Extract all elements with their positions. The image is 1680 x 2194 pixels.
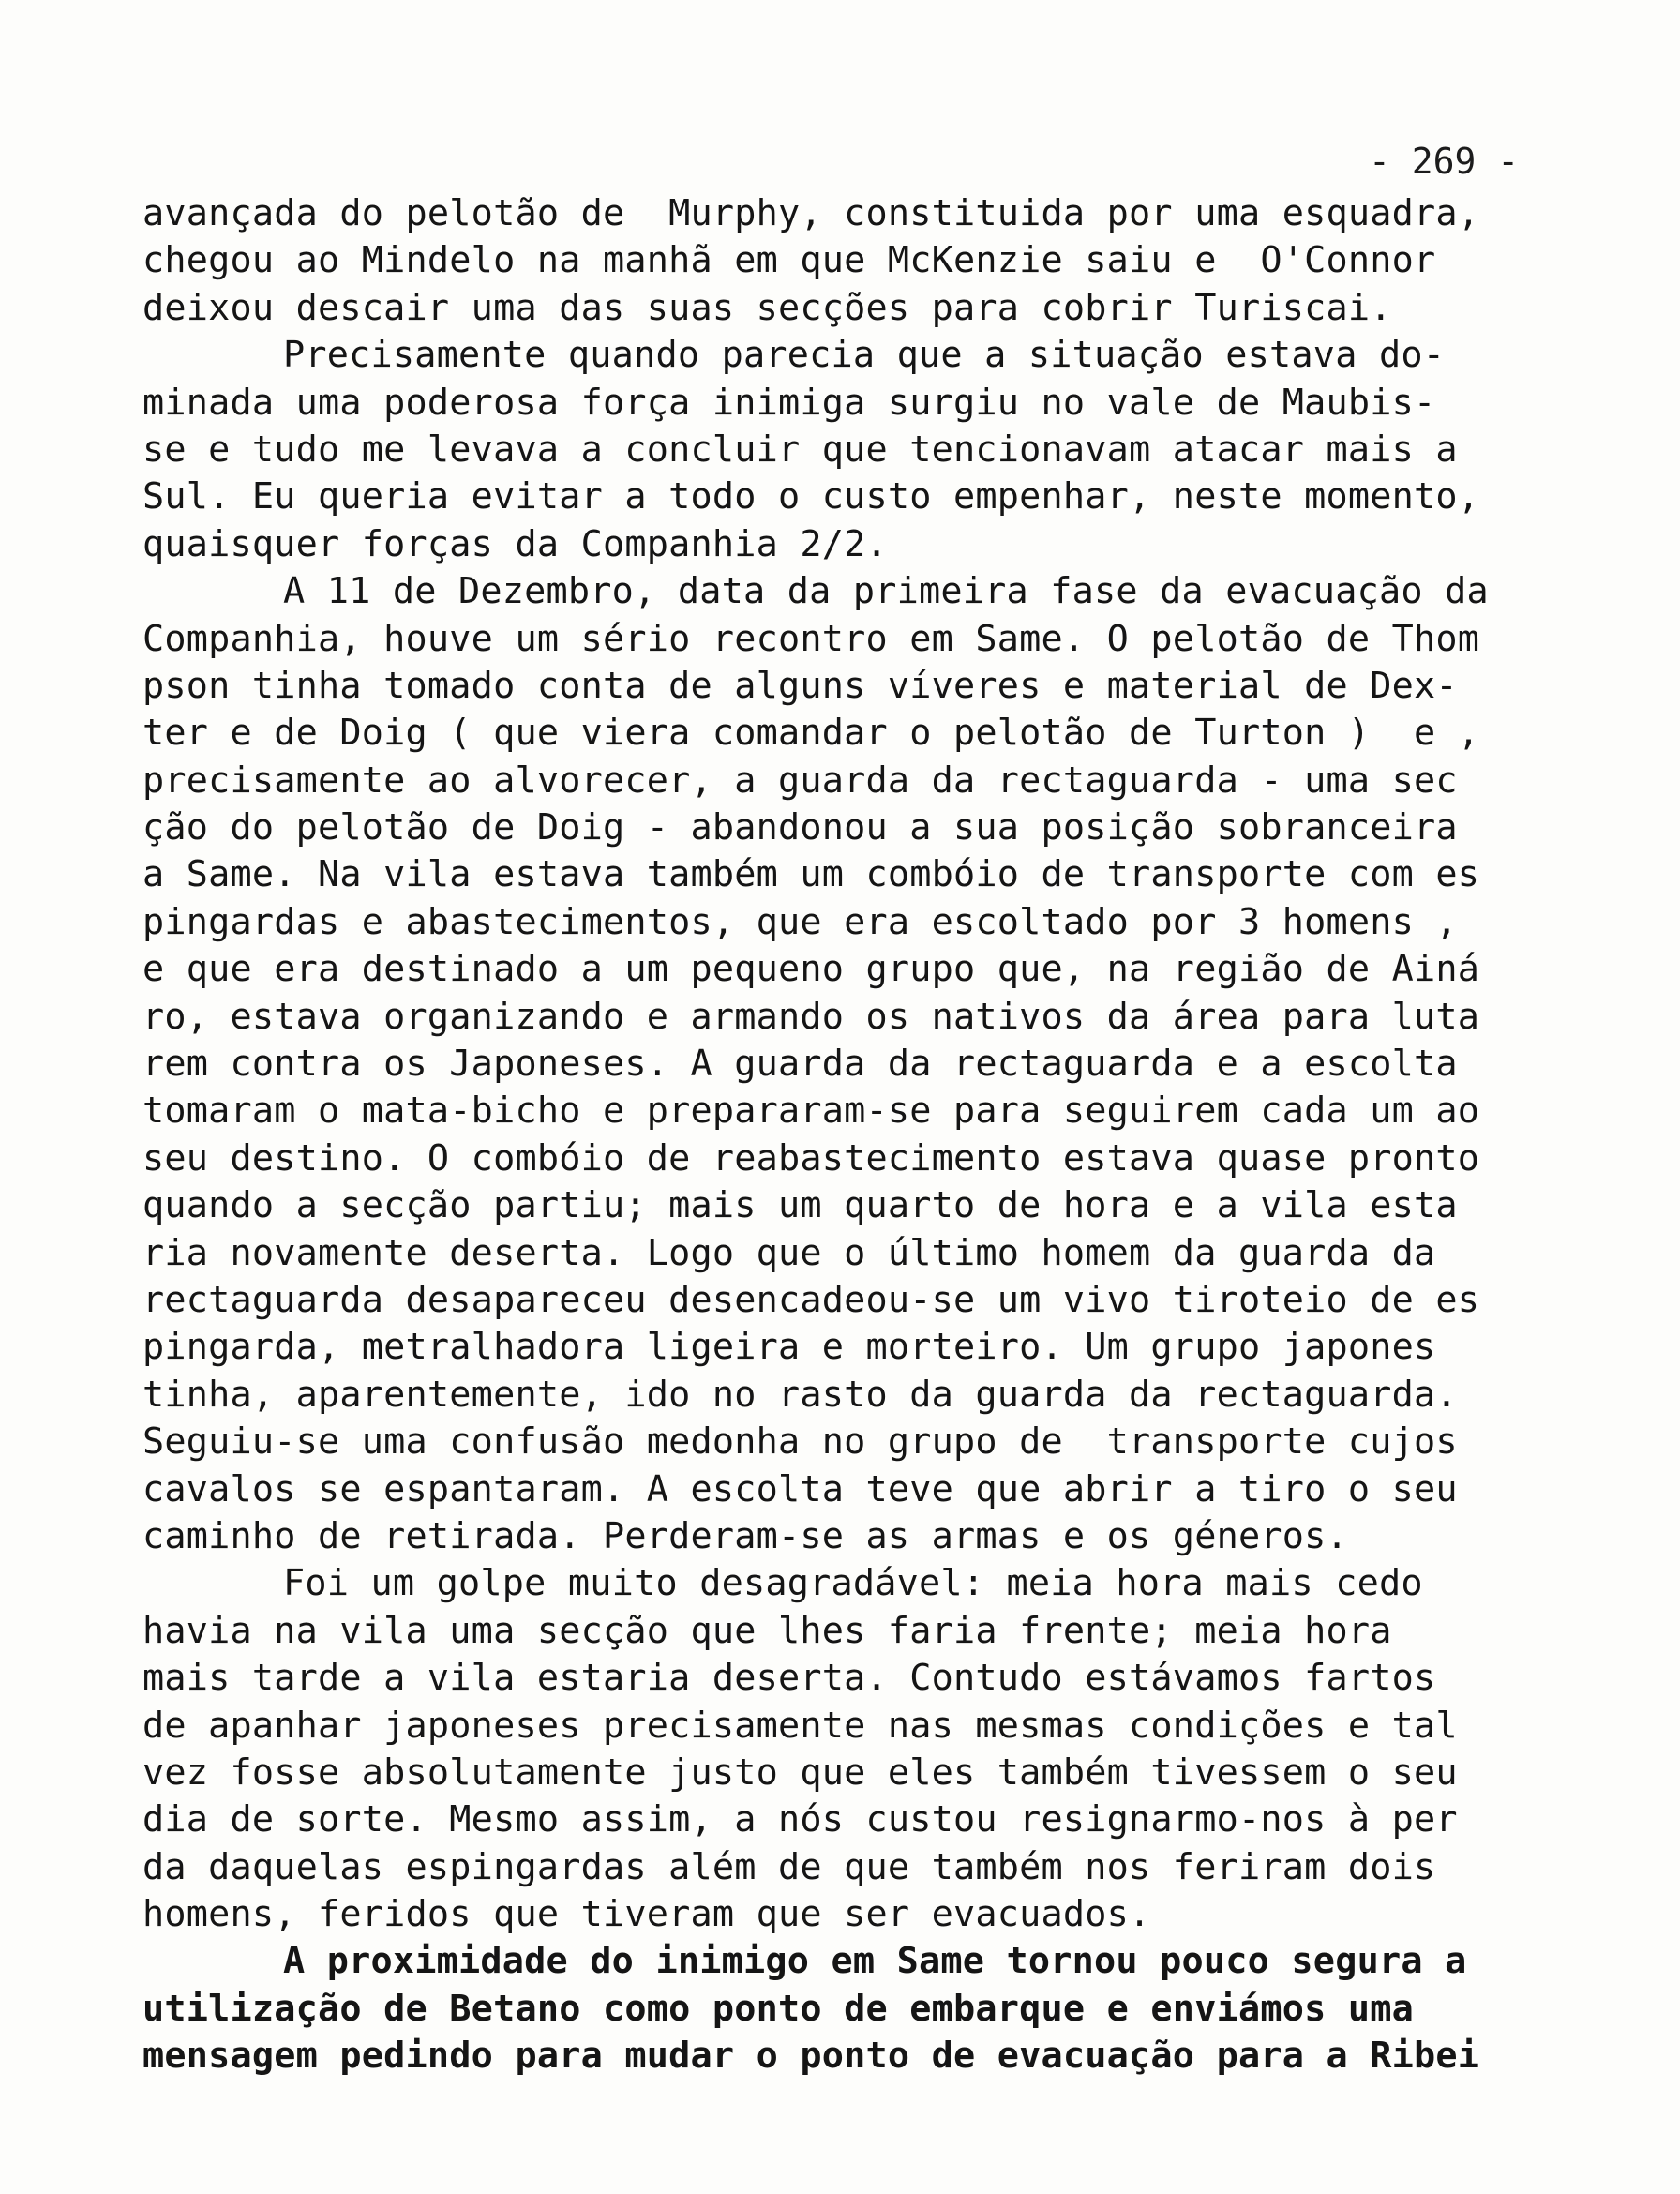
text-line: deixou descair uma das suas secções para cobrir Turiscai. [142, 286, 1392, 329]
text-line: a Same. Na vila estava também um combóio de transporte com es [142, 853, 1480, 896]
text-line: quando a secção partiu; mais um quarto de hora e a vila esta [142, 1184, 1458, 1227]
text-line: avançada do pelotão de Murphy, constituida por uma esquadra, [142, 192, 1480, 234]
text-line: se e tudo me levava a concluir que tencionavam atacar mais a [142, 428, 1458, 471]
text-line: chegou ao Mindelo na manhã em que McKenzie saiu e O'Connor [142, 239, 1436, 282]
text-line: A proximidade do inimigo em Same tornou pouco segura a [283, 1940, 1467, 1983]
text-line: Seguiu-se uma confusão medonha no grupo de transporte cujos [142, 1420, 1458, 1464]
text-line: vez fosse absolutamente justo que eles também tivessem o seu [142, 1751, 1458, 1794]
text-line: precisamente ao alvorecer, a guarda da rectaguarda - uma sec [142, 759, 1458, 802]
text-line: pingardas e abastecimentos, que era escoltado por 3 homens , [142, 900, 1458, 943]
text-line: pingarda, metralhadora ligeira e morteiro. Um grupo japones [142, 1326, 1436, 1369]
text-line: dia de sorte. Mesmo assim, a nós custou resignarmo-nos à per [142, 1798, 1458, 1841]
text-line: ter e de Doig ( que viera comandar o pelotão de Turton ) e , [142, 712, 1480, 755]
text-line: Precisamente quando parecia que a situação estava do- [283, 334, 1446, 377]
text-line: minada uma poderosa força inimiga surgiu no vale de Maubis- [142, 381, 1436, 424]
text-line: rem contra os Japoneses. A guarda da rectaguarda e a escolta [142, 1043, 1458, 1086]
text-line: utilização de Betano como ponto de embarque e enviámos uma [142, 1987, 1414, 2030]
text-line: e que era destinado a um pequeno grupo que, na região de Ainá [142, 948, 1480, 991]
body-text [142, 190, 1568, 2081]
text-line: Companhia, houve um sério recontro em Same. O pelotão de Thom [142, 617, 1480, 660]
text-line: havia na vila uma secção que lhes faria frente; meia hora [142, 1609, 1392, 1652]
text-line: homens, feridos que tiveram que ser evacuados. [142, 1893, 1151, 1936]
text-line: cavalos se espantaram. A escolta teve que abrir a tiro o seu [142, 1467, 1458, 1510]
text-line: rectaguarda desapareceu desencadeou-se um vivo tiroteio de es [142, 1278, 1480, 1321]
text-line: mensagem pedindo para mudar o ponto de evacuação para a Ribei [142, 2035, 1480, 2078]
text-line: ção do pelotão de Doig - abandonou a sua posição sobranceira [142, 806, 1458, 849]
text-line: mais tarde a vila estaria deserta. Contudo estávamos fartos [142, 1657, 1436, 1700]
text-line: Foi um golpe muito desagradável: meia hora mais cedo [283, 1562, 1423, 1605]
text-line: seu destino. O combóio de reabastecimento estava quase pronto [142, 1136, 1480, 1180]
text-line: caminho de retirada. Perderam-se as armas e os géneros. [142, 1514, 1348, 1557]
text-line: da daquelas espingardas além de que também nos feriram dois [142, 1845, 1436, 1888]
text-line: pson tinha tomado conta de alguns víveres e material de Dex- [142, 664, 1458, 707]
text-line: Sul. Eu queria evitar a todo o custo empenhar, neste momento, [142, 475, 1480, 518]
text-line: ria novamente deserta. Logo que o último homem da guarda da [142, 1231, 1436, 1274]
text-line: de apanhar japoneses precisamente nas mesmas condições e tal [142, 1704, 1458, 1747]
text-line: ro, estava organizando e armando os nativos da área para luta [142, 995, 1480, 1038]
text-line: tomaram o mata-bicho e prepararam-se para seguirem cada um ao [142, 1089, 1480, 1133]
page-number: - 269 - [1369, 141, 1520, 182]
text-line: tinha, aparentemente, ido no rasto da guarda da rectaguarda. [142, 1373, 1458, 1416]
text-line: A 11 de Dezembro, data da primeira fase da evacuação da [283, 570, 1489, 613]
text-line: quaisquer forças da Companhia 2/2. [142, 522, 888, 565]
